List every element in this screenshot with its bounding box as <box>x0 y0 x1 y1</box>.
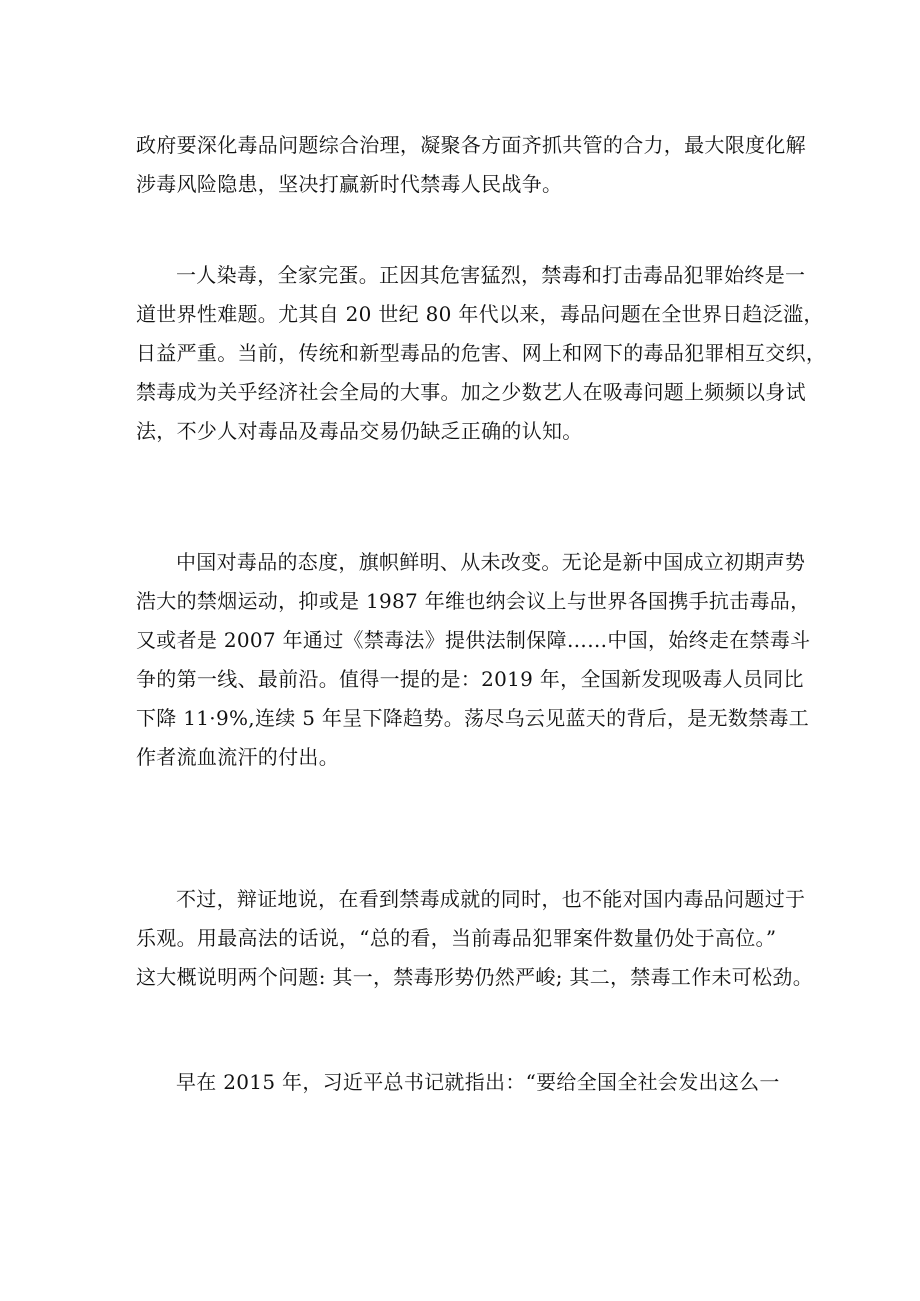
text-line: 政府要深化毒品问题综合治理，凝聚各方面齐抓共管的合力，最大限度化解 <box>136 133 806 157</box>
text-line: 争的第一线、最前沿。值得一提的是：2019 年，全国新发现吸毒人员同比 <box>136 667 804 691</box>
text-line: 日益严重。当前，传统和新型毒品的危害、网上和网下的毒品犯罪相互交织， <box>136 341 827 365</box>
text-line: 道世界性难题。尤其自 20 世纪 80 年代以来，毒品问题在全世界日趋泛滥， <box>136 302 824 326</box>
text-line: 作者流血流汗的付出。 <box>136 745 339 769</box>
text-line: 法，不少人对毒品及毒品交易仍缺乏正确的认知。 <box>136 419 583 443</box>
text-line: 浩大的禁烟运动，抑或是 1987 年维也纳会议上与世界各国携手抗击毒品， <box>136 589 811 613</box>
text-line: 下降 11·9%,连续 5 年呈下降趋势。荡尽乌云见蓝天的背后，是无数禁毒工 <box>136 706 810 730</box>
paragraph-4 <box>136 880 813 997</box>
text-line: 乐观。用最高法的话说，“总的看，当前毒品犯罪案件数量仍处于高位。” <box>136 926 777 950</box>
paragraph-1 <box>136 126 806 204</box>
paragraph-3 <box>136 543 811 777</box>
text-line: 禁毒成为关乎经济社会全局的大事。加之少数艺人在吸毒问题上频频以身试 <box>136 380 806 404</box>
text-line: 涉毒风险隐患，坚决打赢新时代禁毒人民战争。 <box>136 172 563 196</box>
text-line: 不过，辩证地说，在看到禁毒成就的同时，也不能对国内毒品问题过于 <box>176 887 806 911</box>
paragraph-2 <box>136 256 827 451</box>
text-line: 中国对毒品的态度，旗帜鲜明、从未改变。无论是新中国成立初期声势 <box>176 550 806 574</box>
text-line: 一人染毒，全家完蛋。正因其危害猛烈，禁毒和打击毒品犯罪始终是一 <box>176 263 806 287</box>
text-line: 又或者是 2007 年通过《禁毒法》提供法制保障……中国，始终走在禁毒斗 <box>136 628 811 652</box>
text-line: 早在 2015 年，习近平总书记就指出：“要给全国全社会发出这么一 <box>176 1070 780 1094</box>
text-line: 这大概说明两个问题: 其一，禁毒形势仍然严峻; 其二，禁毒工作未可松劲。 <box>136 965 813 989</box>
paragraph-5 <box>136 1063 796 1102</box>
